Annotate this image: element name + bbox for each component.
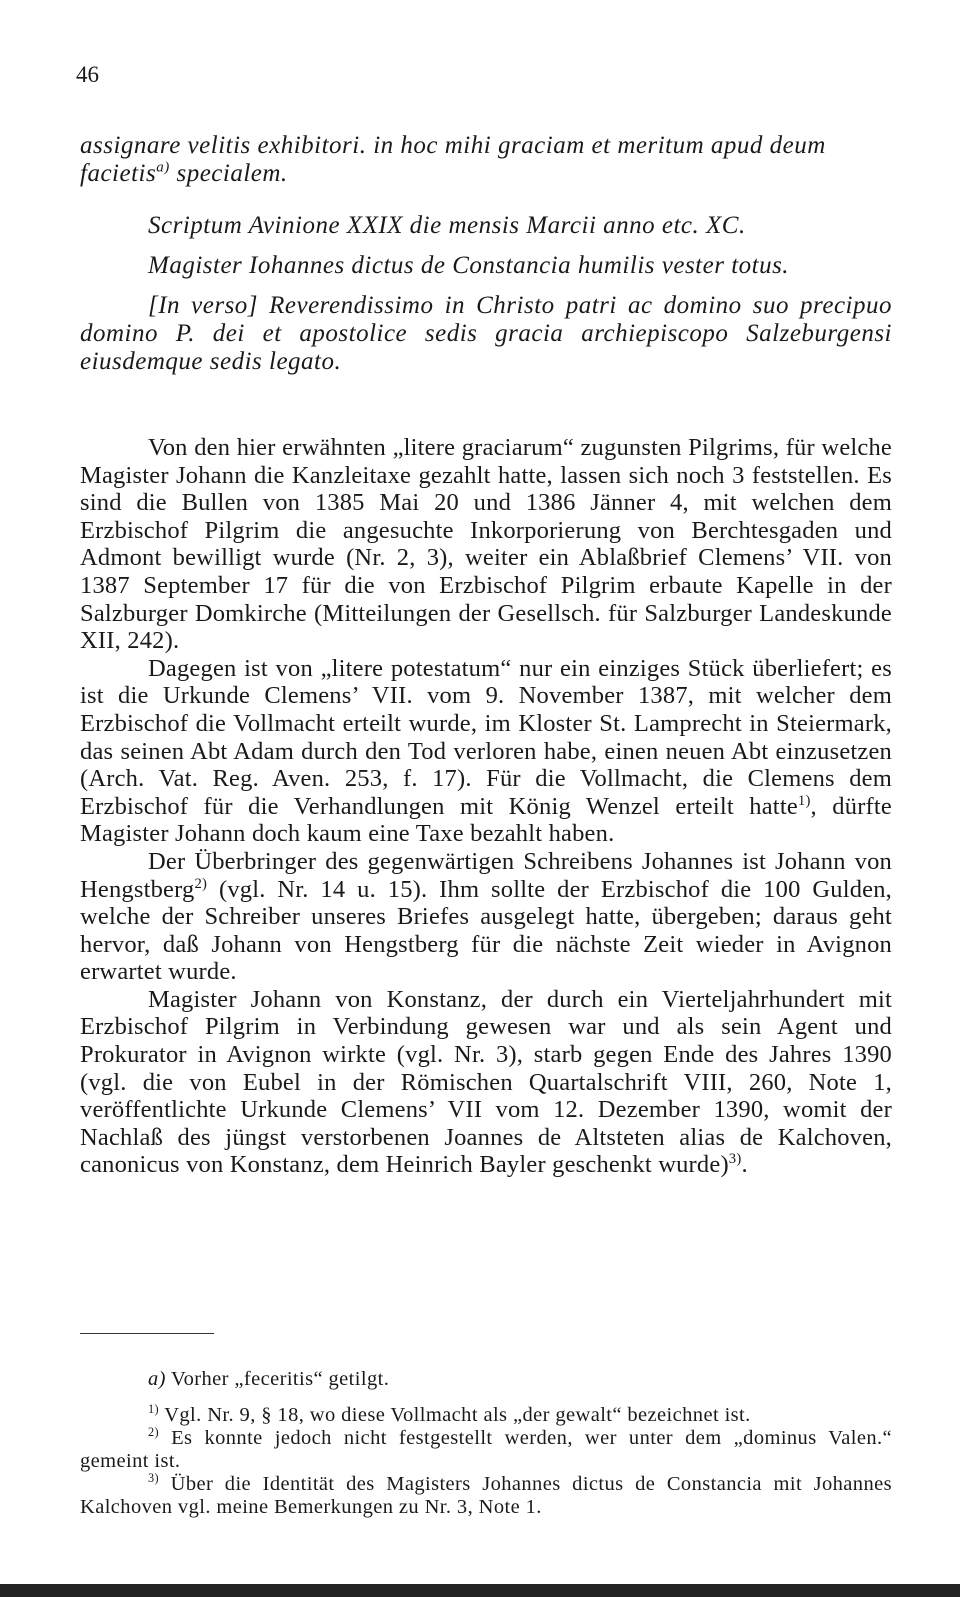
- footnote-ref-1: 1): [797, 792, 811, 809]
- commentary: [80, 434, 892, 1179]
- footnote-1-mark: 1): [148, 1402, 160, 1417]
- letter-closing: [80, 132, 892, 188]
- footnote-2-text: Es konnte jedoch nicht festgestellt werden, wer unter dem „dominus Valen.“ gemeint ist.: [80, 1427, 892, 1472]
- commentary-paragraph-3-end: (vgl. Nr. 14 u. 15). Ihm sollte der Erzbischof die 100 Gulden, welche der Schreiber unseres Briefes ausgelegt hatte, übergeben; daraus geht hervor, daß Johann von Hengstberg für die nächste Zeit wieder in Avignon erwartet wurde.: [80, 875, 892, 986]
- footnote-ref-2: 2): [194, 875, 208, 892]
- commentary-paragraph-4-text: Magister Johann von Konstanz, der durch ein Vierteljahrhundert mit Erzbischof Pilgrim in Verbindung gewesen war und als sein Agent und Prokurator in Avignon wirkte (vgl. Nr. 3), starb gegen Ende des Jahres 1390 (vgl. die von Eubel in der Römischen Quartalschrift VIII, 260, Note 1, veröffentlichte Urkunde Clemens’ VII vom 12. Dezember 1390, womit der Nachlaß des jüngst verstorbenen Joannes de Altsteten alias de Kalchoven, canonicus von Konstanz, dem Heinrich Bayler geschenkt wurde): [80, 985, 892, 1179]
- commentary-paragraph-1: Von den hier erwähnten „litere graciarum“ zugunsten Pilgrims, für welche Magister Johann die Kanzleitaxe gezahlt hatte, lassen sich noch 3 feststellen. Es sind die Bullen von 1385 Mai 20 und 1386 Jänner 4, mit welchen dem Erzbischof Pilgrim die angesuchte Inkorporierung von Berchtesgaden und Admont bewilligt wurde (Nr. 2, 3), weiter ein Ablaßbrief Clemens’ VII. von 1387 September 17 für die von Erzbischof Pilgrim erbaute Kapelle in der Salzburger Domkirche (Mitteilungen der Gesellsch. für Salzburger Landeskunde XII, 242).: [80, 434, 892, 655]
- letter-date: Scriptum Avinione XXIX die mensis Marcii anno etc. XC.: [148, 212, 746, 239]
- commentary-paragraph-4: [80, 986, 892, 1179]
- commentary-paragraph-2-end: , dürfte Magister Johann doch kaum eine Taxe bezahlt haben.: [80, 792, 892, 848]
- letter-line-1: assignare velitis exhibitori. in hoc mihi graciam et meritum apud deum: [80, 132, 826, 159]
- commentary-paragraph-3-text: Der Überbringer des gegenwärtigen Schreibens Johannes ist Johann von Hengstberg: [80, 847, 892, 903]
- footnote-3: [80, 1473, 892, 1519]
- commentary-paragraph-2: [80, 655, 892, 848]
- scan-edge: [0, 1584, 960, 1597]
- letter-line-2: [80, 160, 892, 188]
- footnote-3-text: Über die Identität des Magisters Johannes dictus de Constancia mit Johannes Kalchoven vgl. meine Bemerkungen zu Nr. 3, Note 1.: [80, 1473, 892, 1518]
- commentary-paragraph-4-end: .: [741, 1151, 748, 1179]
- letter-signature-block: [80, 252, 892, 280]
- letter-date-block: [80, 212, 892, 240]
- letter-line-2-text: facietis: [80, 160, 157, 187]
- letter-address-block: [80, 292, 892, 376]
- footnote-3-mark: 3): [148, 1471, 160, 1486]
- footnote-1-text: Vgl. Nr. 9, § 18, wo diese Vollmacht als „der gewalt“ bezeichnet ist.: [159, 1404, 751, 1426]
- footnote-divider: [80, 1333, 214, 1334]
- footnote-ref-a: a): [156, 159, 170, 176]
- footnote-a-text: Vorher „feceritis“ getilgt.: [165, 1368, 390, 1390]
- footnote-ref-3: 3): [728, 1151, 742, 1168]
- footnote-2: [80, 1427, 892, 1473]
- footnotes-numbered: [80, 1404, 892, 1519]
- letter-line-2-end: specialem.: [169, 160, 288, 187]
- footnote-1: [80, 1404, 892, 1427]
- letter-address: [In verso] Reverendissimo in Christo patri ac domino suo precipuo domino P. dei et apostolice sedis gracia archiepiscopo Salzeburgensi eiusdemque sedis legato.: [80, 292, 892, 375]
- commentary-paragraph-2-text: Dagegen ist von „litere potestatum“ nur ein einziges Stück überliefert; es ist die Urkunde Clemens’ VII. vom 9. November 1387, mit welcher dem Erzbischof die Vollmacht erteilt wurde, im Kloster St. Lamprecht in Steiermark, das seinen Abt Adam durch den Tod verloren habe, einen neuen Abt einzusetzen (Arch. Vat. Reg. Aven. 253, f. 17). Für die Vollmacht, die Clemens dem Erzbischof für die Verhandlungen mit König Wenzel erteilt hatte: [80, 654, 892, 820]
- footnote-a-block: [80, 1368, 892, 1391]
- letter-signature: Magister Iohannes dictus de Constancia humilis vester totus.: [148, 252, 790, 279]
- footnote-a-mark: a): [148, 1368, 166, 1390]
- footnote-a: [80, 1368, 892, 1391]
- commentary-paragraph-3: [80, 848, 892, 986]
- page-number: 46: [76, 62, 99, 87]
- footnote-2-mark: 2): [148, 1425, 160, 1440]
